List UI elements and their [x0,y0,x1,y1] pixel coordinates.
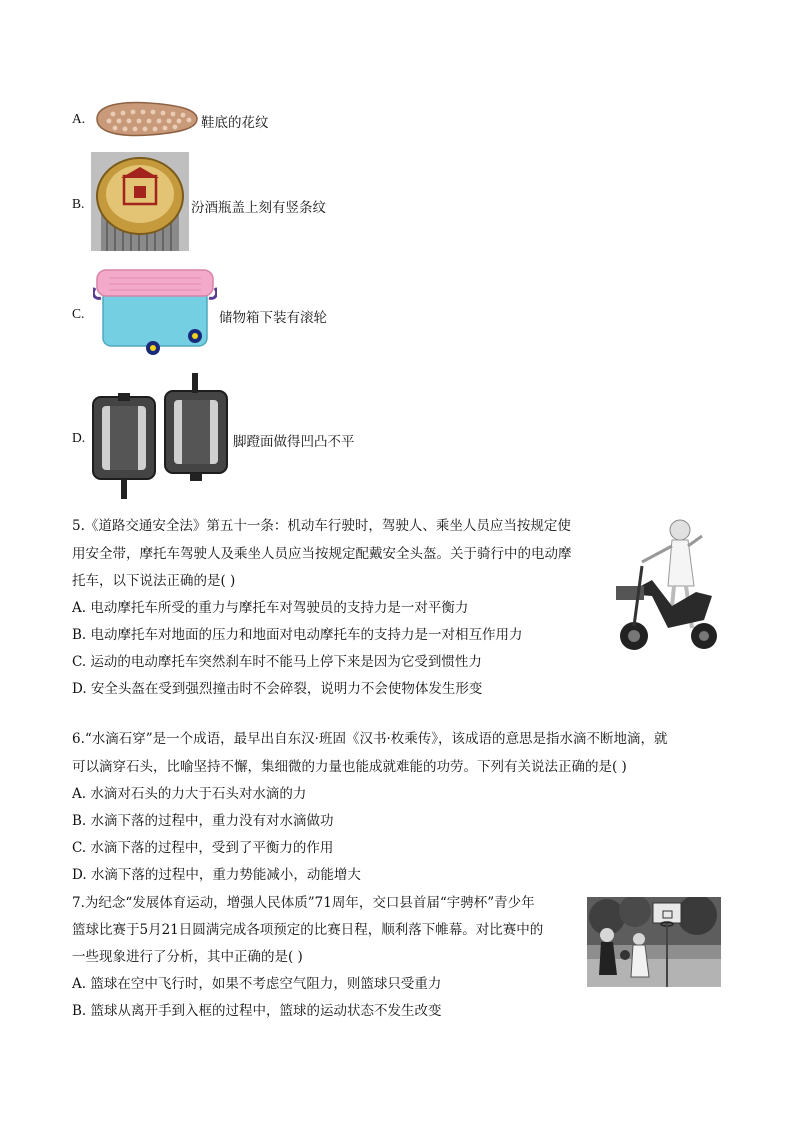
option-a-letter: A. [72,111,86,126]
q5-stem-line-1: 5.《道路交通安全法》第五十一条：机动车行驶时，驾驶人、乘坐人员应当按规定使 [72,518,571,534]
q6-option-a: A. 水滴对石头的力大于石头对水滴的力 [72,786,307,802]
basketball-game-icon [587,897,721,987]
scooter-rider-icon [612,516,722,656]
q7-stem-line-2: 篮球比赛于5月21日圆满完成各项预定的比赛日程，顺利落下帷幕。对比赛中的 [72,922,544,938]
option-a-text: 鞋底的花纹 [201,115,269,131]
bike-pedals-icon [88,373,232,501]
option-c-text: 储物箱下装有滚轮 [219,310,327,326]
q5-option-a: A. 电动摩托车所受的重力与摩托车对驾驶员的支持力是一对平衡力 [72,600,469,616]
q6-stem-line-2: 可以滴穿石头，比喻坚持不懈，集细微的力量也能成就难能的功劳。下列有关说法正确的是( ) [72,759,627,775]
option-d-text: 脚蹬面做得凹凸不平 [233,434,355,450]
storage-box-icon [93,264,217,358]
q6-option-c: C. 水滴下落的过程中，受到了平衡力的作用 [72,840,334,856]
q5-stem-line-2: 用安全带，摩托车驾驶人及乘坐人员应当按规定配戴安全头盔。关于骑行中的电动摩 [72,546,572,562]
option-c-letter: C. [72,306,85,321]
option-b-letter: B. [72,196,85,211]
q7-option-a: A. 篮球在空中飞行时，如果不考虑空气阻力，则篮球只受重力 [72,976,442,992]
bottle-cap-icon [91,152,189,251]
q6-stem-line-1: 6.“水滴石穿”是一个成语，最早出自东汉·班固《汉书·枚乘传》，该成语的意思是指水滴不断地滴，就 [72,731,668,747]
q7-option-b: B. 篮球从离开手到入框的过程中，篮球的运动状态不发生改变 [72,1003,442,1019]
q5-option-b: B. 电动摩托车对地面的压力和地面对电动摩托车的支持力是一对相互作用力 [72,627,523,643]
q5-option-c: C. 运动的电动摩托车突然刹车时不能马上停下来是因为它受到惯性力 [72,654,482,670]
q5-stem-line-3: 托车，以下说法正确的是( ) [72,573,236,589]
q6-option-b: B. 水滴下落的过程中，重力没有对水滴做功 [72,813,334,829]
q7-stem-line-3: 一些现象进行了分析，其中正确的是( ) [72,949,303,965]
q6-option-d: D. 水滴下落的过程中，重力势能减小，动能增大 [72,867,361,883]
option-b-text: 汾酒瓶盖上刻有竖条纹 [191,200,326,216]
q7-stem-line-1: 7.为纪念“发展体育运动，增强人民体质”71周年，交口县首届“宇骋杯”青少年 [72,895,535,911]
shoe-sole-icon [93,99,201,139]
option-d-letter: D. [72,430,86,445]
q5-option-d: D. 安全头盔在受到强烈撞击时不会碎裂，说明力不会使物体发生形变 [72,681,483,697]
